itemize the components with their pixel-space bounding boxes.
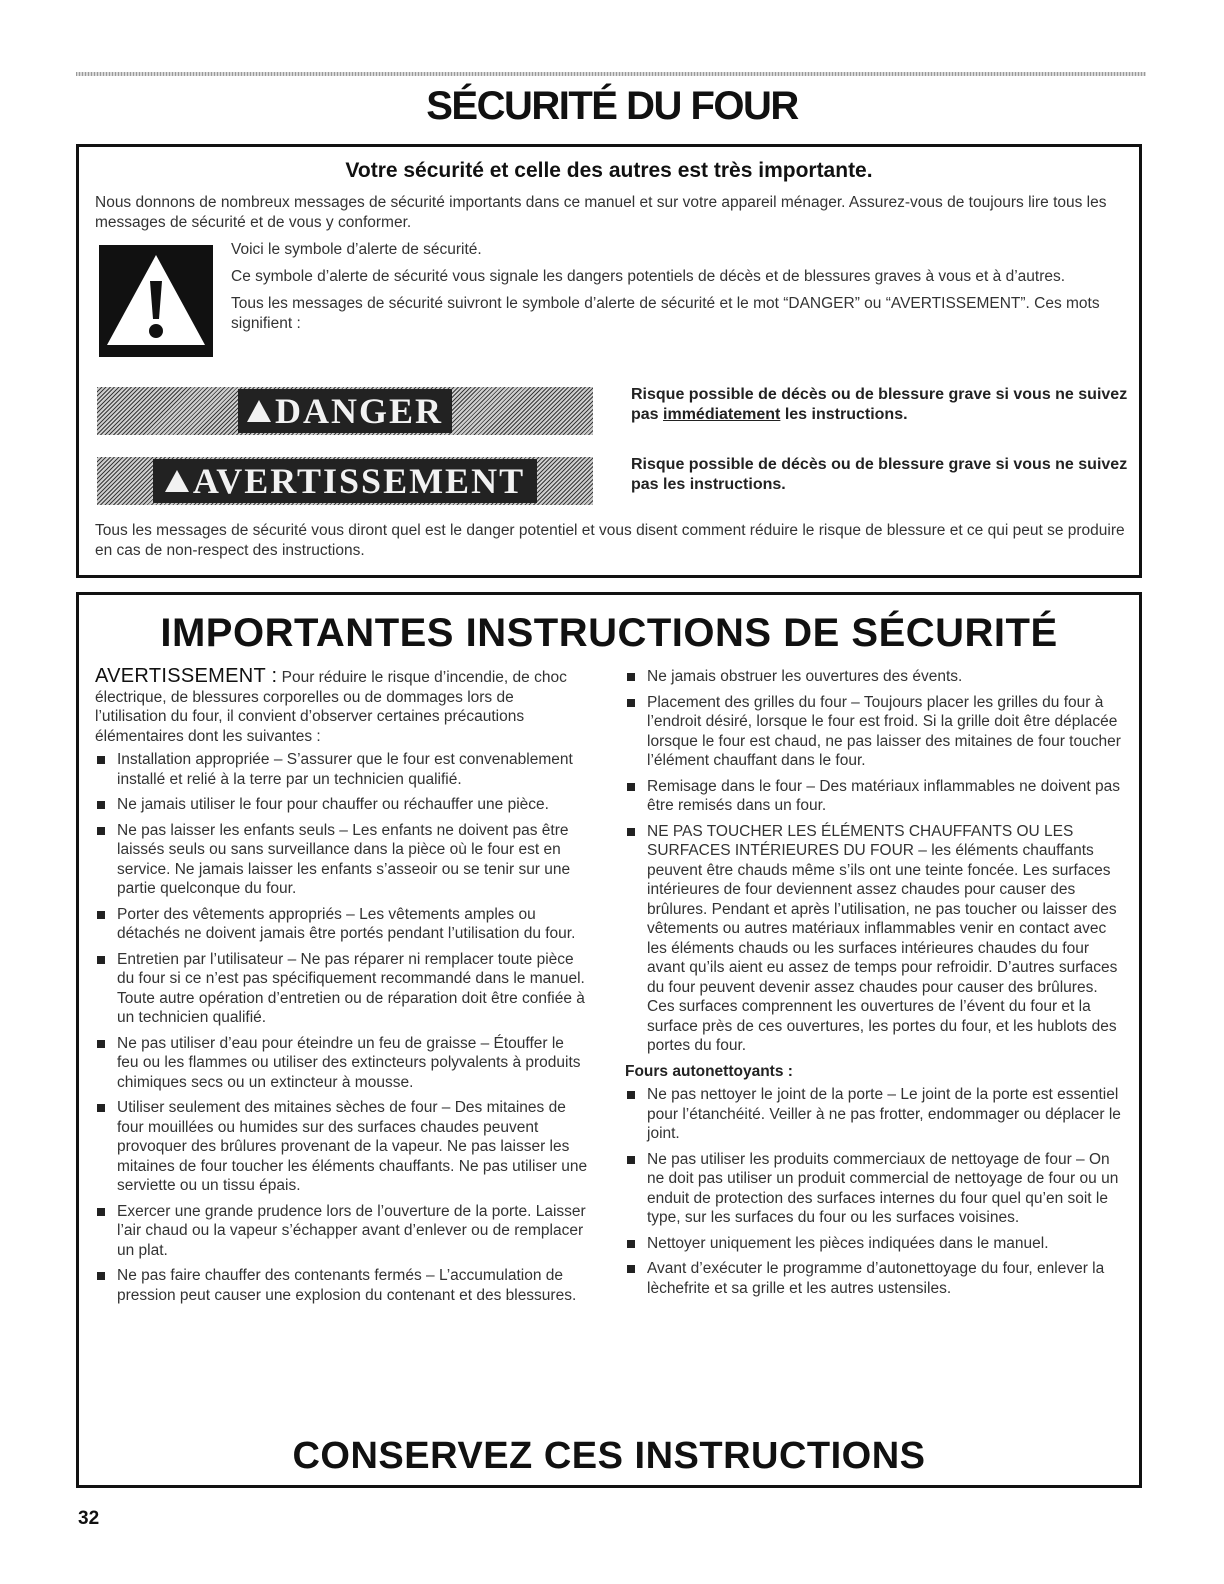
bullet-square-icon xyxy=(97,756,105,764)
warning-intro-text: Pour réduire le risque d’incendie, de choc électrique, de blessures corporelles ou de dommages lors de l’utilisation du four, il convient d’observer certaines précautions élémentaires dont les suivantes : xyxy=(95,669,567,745)
list-item-text: Ne pas utiliser d’eau pour éteindre un feu de graisse – Étouffer le feu ou les flammes ou utiliser des extincteurs polyvalents à produits chimiques secs ou un extincteur à mousse. xyxy=(117,1034,581,1091)
list-item-text: Porter des vêtements appropriés – Les vêtements amples ou détachés ne doivent jamais être portés pendant l’utilisation du four. xyxy=(117,905,576,942)
danger-desc-text: Risque possible de décès ou de blessure grave si vous ne suivez pas xyxy=(631,386,1128,423)
warning-banner xyxy=(97,457,593,505)
safety-heading: Votre sécurité et celle des autres est très importante. xyxy=(345,159,873,182)
warning-triangle-icon xyxy=(247,400,271,422)
list-item-text: Installation appropriée – S’assurer que le four est convenablement installé et relié à la terre par un technicien qualifié. xyxy=(117,751,573,788)
warning-triangle-icon xyxy=(165,470,189,492)
list-item xyxy=(95,1034,589,1093)
bullet-square-icon xyxy=(627,828,635,836)
warning-lead: AVERTISSEMENT : xyxy=(95,665,278,687)
bullet-square-icon xyxy=(97,827,105,835)
list-item-text: NE PAS TOUCHER LES ÉLÉMENTS CHAUFFANTS OU LES SURFACES INTÉRIEURES DU FOUR – les éléments chauffants peuvent être chauds même s’ils ont une teinte foncée. Les surfaces intérieures de four deviennent assez chaudes pour causer des brûlures. Pendant et après l’utilisation, ne pas toucher ou laisser des vêtements ou autres matériaux inflammables venir en contact avec les éléments chauds ou les surfaces intérieures chaudes du four avant qu’ils aient eu assez de temps pour refroidir. D’autres surfaces du four peuvent devenir assez chaudes pour causer des brûlures. Ces surfaces comprennent les ouvertures de l’évent du four et la surface près de ces ouvertures, les portes du four, et les hublots des portes du four. xyxy=(647,822,1118,1054)
list-item xyxy=(625,693,1125,771)
list-item-text: Utiliser seulement des mitaines sèches de four – Des mitaines de four mouillées ou humides sur des surfaces chaudes peuvent provoquer des brûlures provenant de la vapeur. Ne pas laisser les mitaines de four toucher les éléments chauffants. Ne pas utiliser une serviette ou un tissu épais. xyxy=(117,1099,588,1194)
instructions-box xyxy=(76,592,1142,1488)
bullet-square-icon xyxy=(627,699,635,707)
list-item xyxy=(95,750,589,789)
warning-description: Risque possible de décès ou de blessure grave si vous ne suivez pas les instructions. xyxy=(631,456,1128,493)
list-item-text: Avant d’exécuter le programme d’autonettoyage du four, enlever la lèchefrite et sa grille et les autres ustensiles. xyxy=(647,1260,1105,1297)
bullet-square-icon xyxy=(97,1208,105,1216)
list-item xyxy=(625,1259,1125,1298)
instructions-left-column xyxy=(95,667,589,1311)
list-item xyxy=(625,1234,1125,1254)
list-item xyxy=(625,1085,1125,1144)
alert-line-3: Tous les messages de sécurité suivront le symbole d’alerte de sécurité et le mot “DANGER” ou “AVERTISSEMENT”. Ces mots signifient : xyxy=(231,295,1100,332)
list-item xyxy=(95,1098,589,1196)
bullet-square-icon xyxy=(97,1104,105,1112)
right-bullet-list xyxy=(625,667,1125,1056)
list-item-text: Ne jamais obstruer les ouvertures des évents. xyxy=(647,668,963,685)
warning-label: AVERTISSEMENT xyxy=(192,461,526,501)
list-item-text: Ne pas faire chauffer des contenants fermés – L’accumulation de pression peut causer une explosion du contenant et des blessures. xyxy=(117,1267,577,1304)
list-item xyxy=(625,667,1125,687)
bullet-square-icon xyxy=(627,1156,635,1164)
page-title: SÉCURITÉ DU FOUR xyxy=(426,84,798,128)
danger-label: DANGER xyxy=(275,391,444,431)
bullet-square-icon xyxy=(627,783,635,791)
safety-outro: Tous les messages de sécurité vous diront quel est le danger potentiel et vous disent comment réduire le risque de blessure et ce qui peut se produire en cas de non-respect des instructions. xyxy=(95,522,1125,559)
list-item xyxy=(625,822,1125,1056)
list-item-text: Entretien par l’utilisateur – Ne pas réparer ni remplacer toute pièce du four si ce n’est pas spécifiquement recommandé dans le manuel. Toute autre opération d’entretien ou de réparation doit être confiée à un technicien qualifié. xyxy=(117,950,585,1026)
list-item xyxy=(95,905,589,944)
danger-desc-end: les instructions. xyxy=(780,406,908,423)
bullet-square-icon xyxy=(627,673,635,681)
danger-banner xyxy=(97,387,593,435)
list-item xyxy=(95,821,589,899)
bullet-square-icon xyxy=(627,1240,635,1248)
save-instructions-footer: CONSERVEZ CES INSTRUCTIONS xyxy=(292,1435,926,1477)
danger-description xyxy=(631,385,1131,425)
bullet-square-icon xyxy=(97,911,105,919)
safety-intro: Nous donnons de nombreux messages de sécurité importants dans ce manuel et sur votre appareil ménager. Assurez-vous de toujours lire tous les messages de sécurité et de vous y conformer. xyxy=(95,194,1107,231)
bullet-square-icon xyxy=(627,1265,635,1273)
self-clean-heading: Fours autonettoyants : xyxy=(625,1062,793,1080)
bullet-square-icon xyxy=(627,1091,635,1099)
safety-alert-icon xyxy=(99,245,213,357)
list-item-text: Ne pas laisser les enfants seuls – Les enfants ne doivent pas être laissés seuls ou sans surveillance dans la pièce où le four est en service. Ne jamais laisser les enfants s’asseoir ou se tenir sur une partie quelconque du four. xyxy=(117,821,571,897)
list-item-text: Exercer une grande prudence lors de l’ouverture de la porte. Laisser l’air chaud ou la vapeur s’échapper avant d’enlever ou de remplacer un plat. xyxy=(117,1202,586,1259)
danger-desc-underlined: immédiatement xyxy=(663,406,781,423)
self-clean-bullet-list xyxy=(625,1085,1125,1298)
instructions-title: IMPORTANTES INSTRUCTIONS DE SÉCURITÉ xyxy=(160,611,1058,655)
list-item-text: Remisage dans le four – Des matériaux inflammables ne doivent pas être remisés dans un four. xyxy=(647,777,1120,814)
bullet-square-icon xyxy=(97,1040,105,1048)
list-item xyxy=(95,1266,589,1305)
bullet-square-icon xyxy=(97,801,105,809)
alert-line-2: Ce symbole d’alerte de sécurité vous signale les dangers potentiels de décès et de blessures graves à vous et à d’autres. xyxy=(231,268,1066,285)
bullet-square-icon xyxy=(97,1272,105,1280)
list-item-text: Ne pas nettoyer le joint de la porte – Le joint de la porte est essentiel pour l’étanchéité. Veiller à ne pas frotter, endommager ou déplacer le joint. xyxy=(647,1086,1121,1142)
list-item-text: Placement des grilles du four – Toujours placer les grilles du four à l’endroit désiré, lorsque le four est froid. Si la grille doit être déplacée lorsque le four est chaud, ne pas laisser des mitaines de four toucher l’élément chauffant dans le four. xyxy=(647,693,1121,769)
alert-symbol-description xyxy=(231,240,1111,341)
list-item xyxy=(95,950,589,1028)
page-number: 32 xyxy=(78,1508,100,1529)
bullet-square-icon xyxy=(97,956,105,964)
list-item-text: Ne jamais utiliser le four pour chauffer ou réchauffer une pièce. xyxy=(117,796,549,813)
list-item xyxy=(625,1150,1125,1228)
list-item xyxy=(95,795,589,815)
list-item-text: Ne pas utiliser les produits commerciaux de nettoyage de four – On ne doit pas utiliser un produit commercial de nettoyage de four ou un enduit de protection des surfaces internes du four quel qu’en soit le type, sur les surfaces du four ou les surfaces voisines. xyxy=(647,1150,1119,1226)
left-bullet-list xyxy=(95,750,589,1305)
warning-intro xyxy=(95,667,589,746)
list-item xyxy=(95,1202,589,1261)
top-divider xyxy=(76,72,1146,76)
list-item xyxy=(625,777,1125,816)
safety-message-box xyxy=(76,144,1142,578)
list-item-text: Nettoyer uniquement les pièces indiquées dans le manuel. xyxy=(647,1234,1049,1252)
alert-line-1: Voici le symbole d’alerte de sécurité. xyxy=(231,241,482,258)
instructions-right-column xyxy=(625,667,1125,1304)
